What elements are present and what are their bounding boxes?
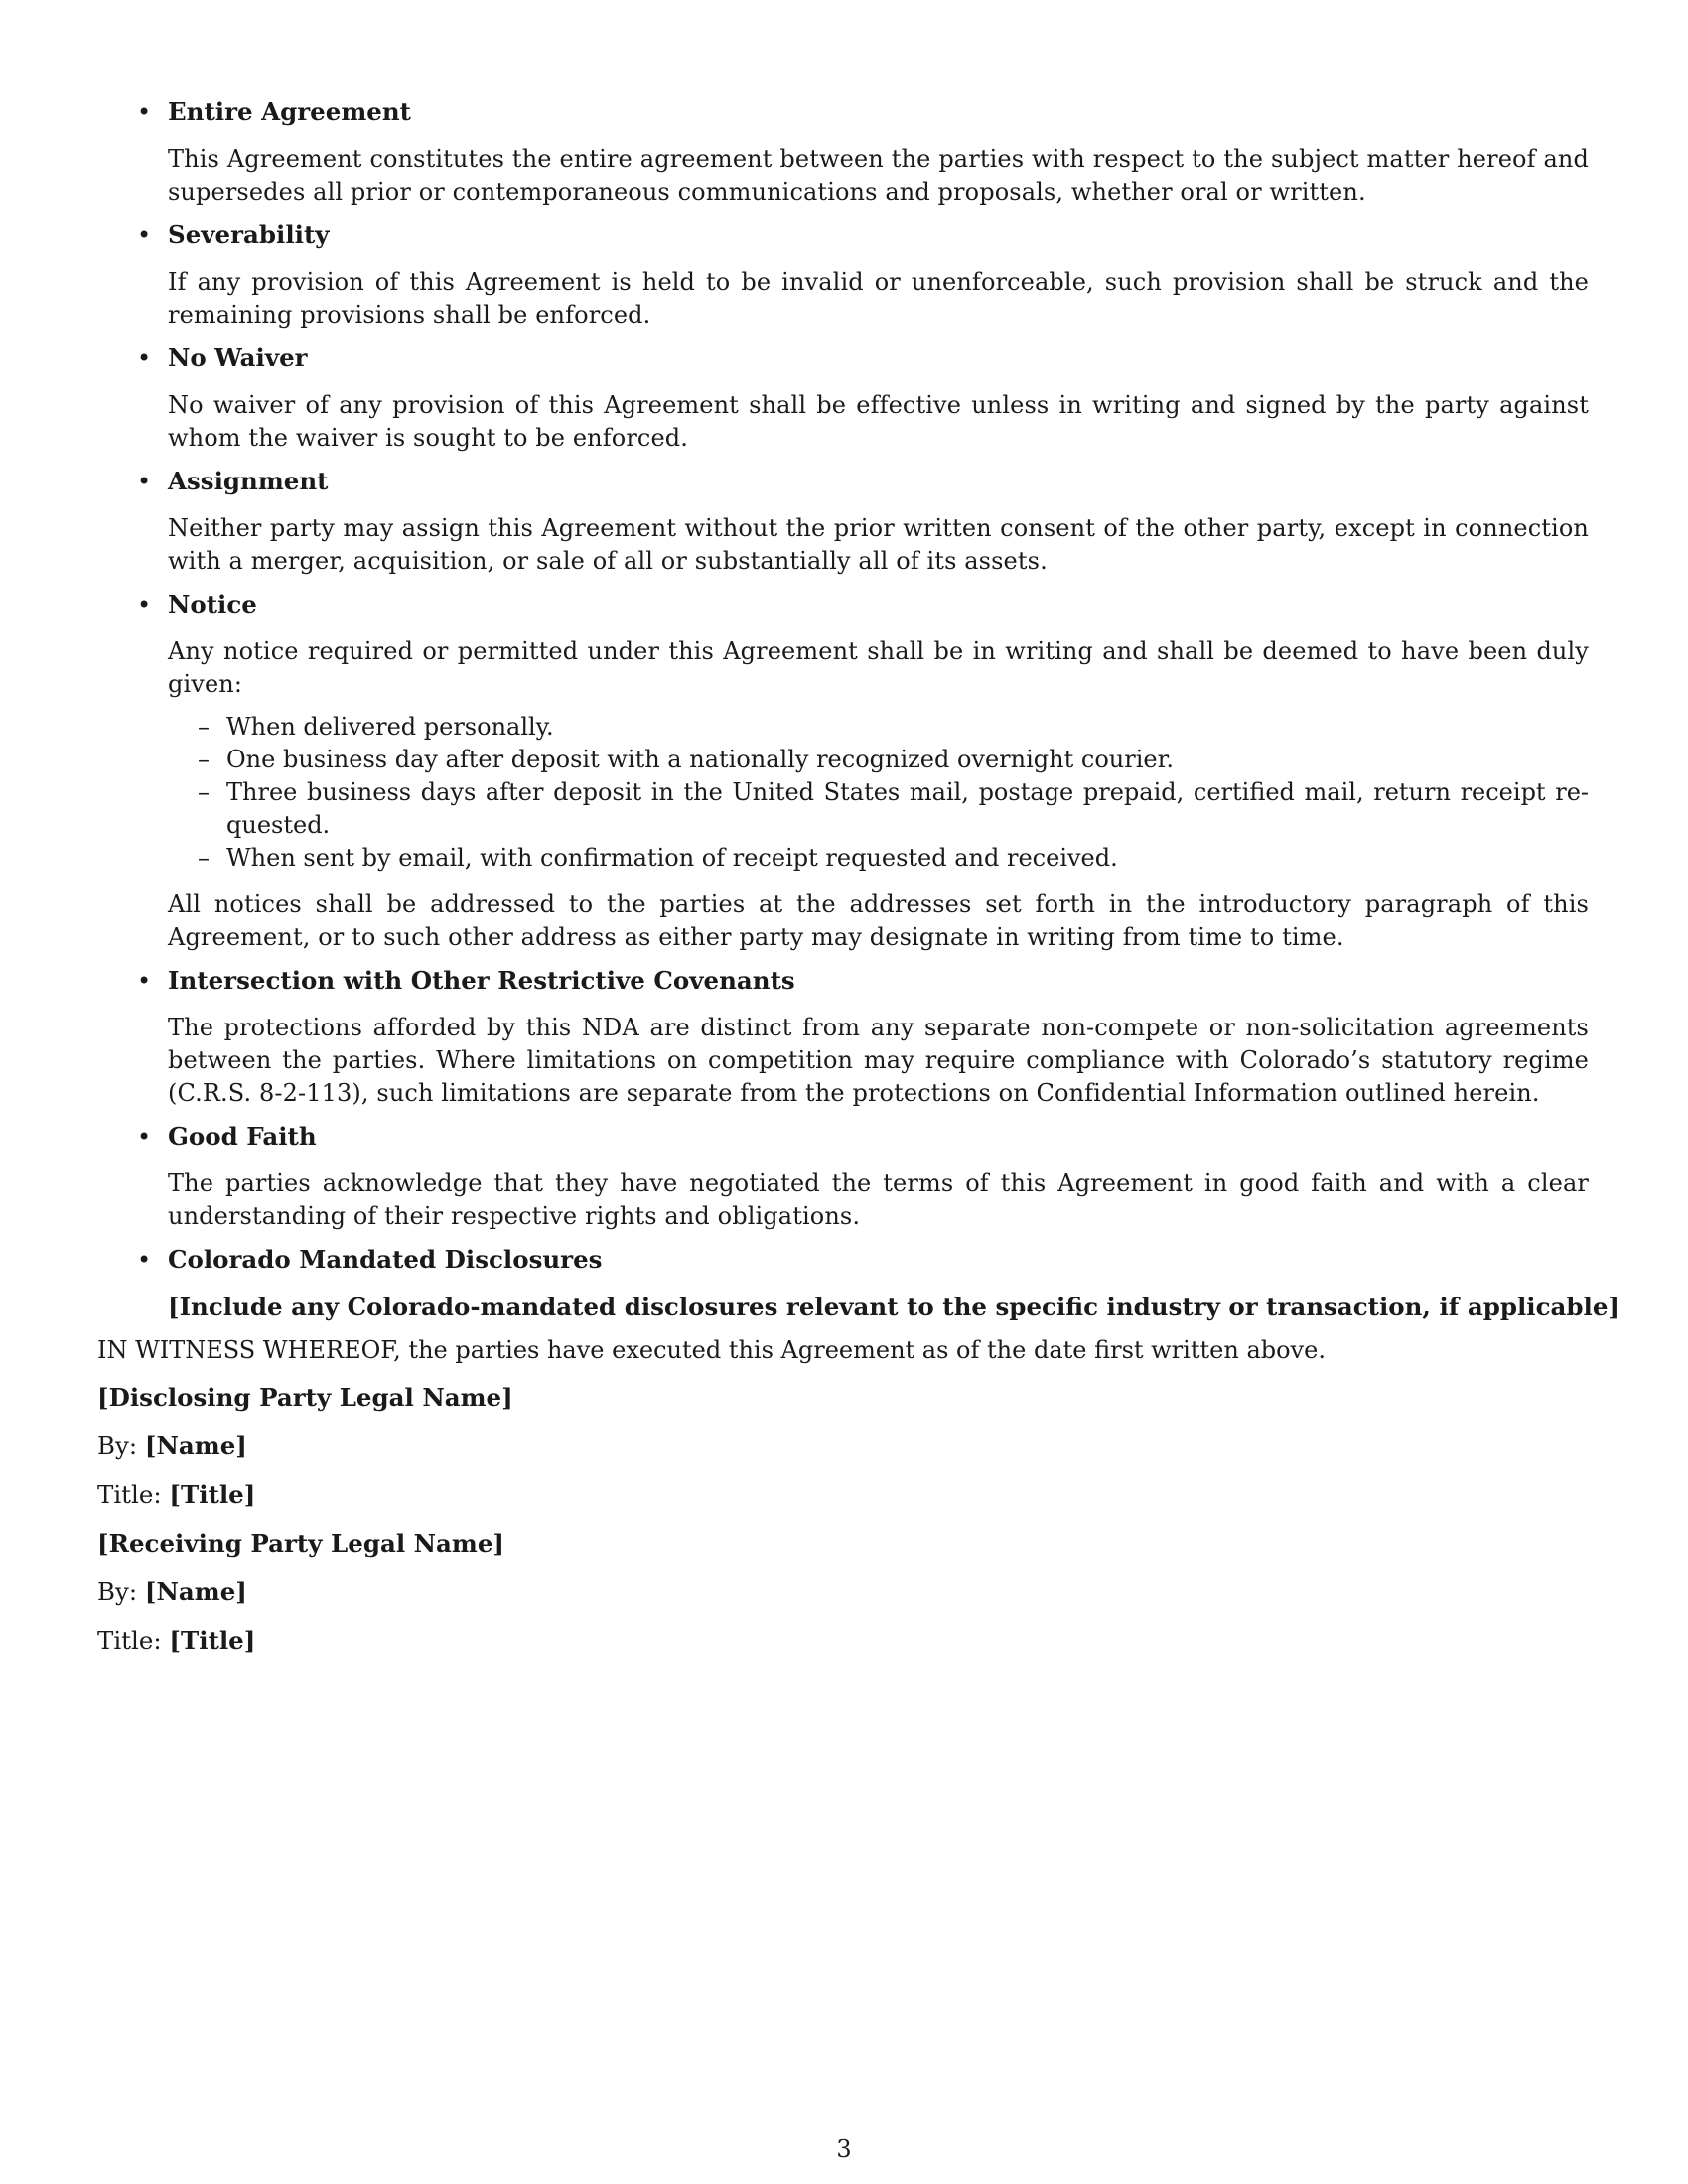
signer-name-field: [Name]	[144, 1577, 247, 1606]
bullet-icon: •	[137, 344, 152, 372]
clause-body: Neither party may assign this Agreement without the prior written consent of the other party, except in connection with a merger, acquisition, or sale of all or substantially all of its assets.	[168, 514, 1589, 575]
list-item-text: One business day after deposit with a nationally recognized overnight courier.	[226, 746, 1175, 773]
list-item	[168, 711, 1589, 744]
bullet-icon: •	[137, 591, 152, 618]
clause-list	[97, 95, 1620, 1324]
bullet-icon: •	[137, 468, 152, 495]
signer-title-field: [Title]	[169, 1626, 256, 1655]
list-item	[168, 744, 1589, 776]
signature-title-line	[97, 1478, 1589, 1512]
dash-icon: –	[198, 713, 210, 741]
clause-body: The parties acknowledge that they have negotiated the terms of this Agreement in good faith and with a clear understanding of their respective rights and obligations.	[168, 1169, 1589, 1230]
by-label: By:	[97, 1432, 138, 1460]
clause-body: The protections afforded by this NDA are distinct from any separate non-compete or non-solicitation agreements between the parties. Where limitations on competition may require compliance with Colorado’s statutory regime (C.R.S. 8-2-113), such limitations are separate from the protections on Confidential Information outlined herein.	[168, 1014, 1589, 1107]
signature-title-line	[97, 1624, 1589, 1658]
signature-block-receiving	[97, 1527, 1589, 1658]
clause-body: This Agreement constitutes the entire agreement between the parties with respect to the subject matter hereof and supersedes all prior or contemporaneous communications and proposals, whether oral or written.	[168, 145, 1589, 205]
bullet-icon: •	[137, 221, 152, 249]
clause-body: If any provision of this Agreement is held to be invalid or unenforceable, such provision shall be struck and the remaining provisions shall be enforced.	[168, 268, 1589, 329]
clause-severability	[97, 218, 1589, 332]
page-number: 3	[836, 2135, 852, 2163]
signer-title-field: [Title]	[169, 1480, 256, 1509]
clause-closing: All notices shall be addressed to the parties at the addresses set forth in the introductory paragraph of this Agreement, or to such other address as either party may designate in writing from time to time.	[168, 890, 1589, 951]
clause-assignment	[97, 465, 1589, 578]
dash-icon: –	[198, 778, 210, 806]
signature-block-disclosing	[97, 1381, 1589, 1512]
bullet-icon: •	[137, 1246, 152, 1274]
signature-by-line	[97, 1430, 1589, 1463]
clause-body: Any notice required or permitted under this Agreement shall be in writing and shall be deemed to have been duly given:	[168, 637, 1589, 698]
disclosing-party-name: [Disclosing Party Legal Name]	[97, 1383, 513, 1412]
disclosure-placeholder: [Include any Colorado-mandated disclosures relevant to the specific industry or transaction, if applicable]	[168, 1293, 1620, 1321]
list-item	[168, 842, 1589, 875]
clause-good-faith	[97, 1120, 1589, 1233]
witness-statement: IN WITNESS WHEREOF, the parties have executed this Agreement as of the date first written above.	[97, 1336, 1326, 1364]
list-item-text: When sent by email, with confirmation of receipt requested and received.	[226, 844, 1118, 872]
clause-title: Assignment	[168, 467, 329, 495]
clause-title: Entire Agreement	[168, 97, 411, 126]
signer-name-field: [Name]	[144, 1432, 247, 1460]
clause-entire-agreement	[97, 95, 1589, 208]
clause-body: No waiver of any provision of this Agreement shall be effective unless in writing and signed by the party against whom the waiver is sought to be enforced.	[168, 391, 1589, 452]
clause-title: Intersection with Other Restrictive Covenants	[168, 966, 795, 995]
bullet-icon: •	[137, 1123, 152, 1151]
dash-icon: –	[198, 844, 210, 872]
receiving-party-name: [Receiving Party Legal Name]	[97, 1529, 505, 1558]
bullet-icon: •	[137, 967, 152, 995]
signature-by-line	[97, 1575, 1589, 1609]
bullet-icon: •	[137, 98, 152, 126]
list-item-text: When delivered personally.	[226, 713, 554, 741]
list-item	[168, 776, 1589, 842]
clause-title: Good Faith	[168, 1122, 317, 1151]
notice-methods-list	[168, 711, 1589, 875]
dash-icon: –	[198, 746, 210, 773]
clause-no-waiver	[97, 341, 1589, 455]
clause-title: Colorado Mandated Disclosures	[168, 1245, 603, 1274]
title-label: Title:	[97, 1480, 162, 1509]
clause-title: Notice	[168, 590, 257, 618]
clause-restrictive-covenants	[97, 964, 1589, 1110]
list-item-text: Three business days after deposit in the United States mail, postage prepaid, certified mail, return receipt requested.	[226, 778, 1589, 839]
clause-colorado-disclosures	[97, 1243, 1620, 1324]
clause-title: Severability	[168, 220, 330, 249]
by-label: By:	[97, 1577, 138, 1606]
clause-notice	[97, 588, 1589, 954]
title-label: Title:	[97, 1626, 162, 1655]
document-page	[97, 95, 1620, 1673]
clause-title: No Waiver	[168, 343, 308, 372]
